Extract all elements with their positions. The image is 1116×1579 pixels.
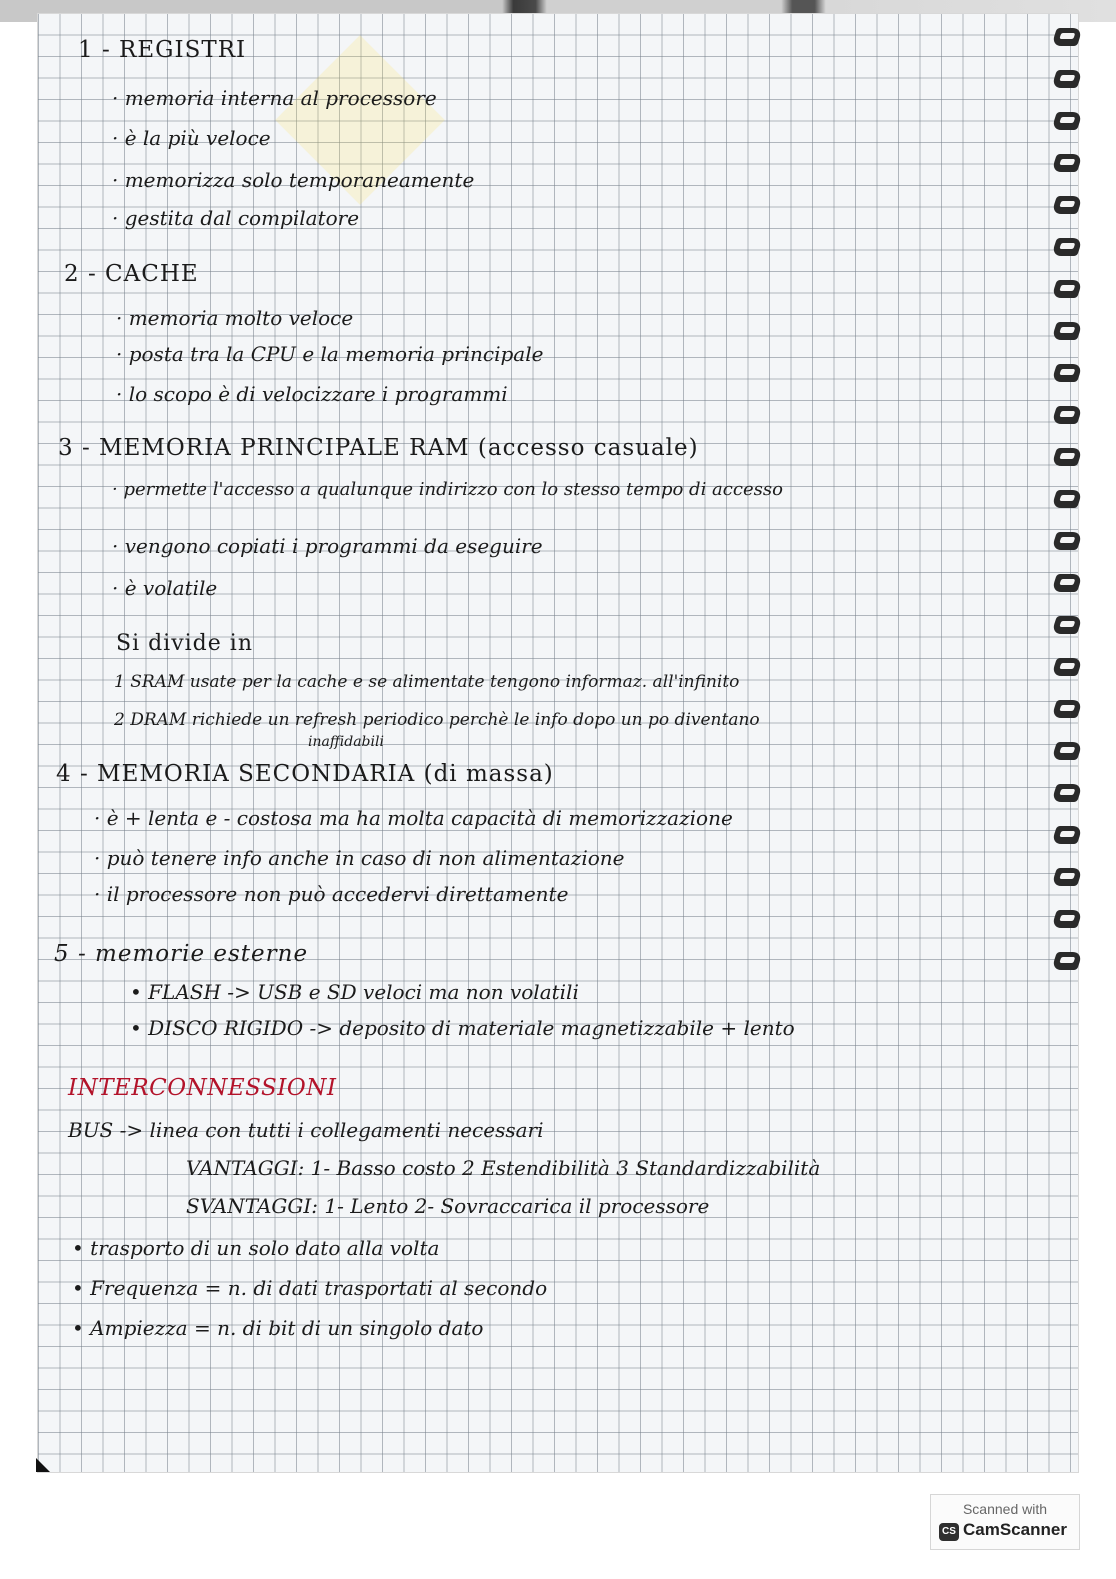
section-title-registri: 1 - REGISTRI bbox=[78, 37, 247, 63]
note-line: · posta tra la CPU e la memoria principale bbox=[116, 342, 544, 366]
note-line-dram-cont: inaffidabili bbox=[308, 734, 384, 750]
note-line-dram: 2 DRAM richiede un refresh periodico perchè le info dopo un po diventano bbox=[114, 710, 760, 730]
note-line: • DISCO RIGIDO -> deposito di materiale magnetizzabile + lento bbox=[130, 1016, 795, 1040]
note-line-vantaggi: VANTAGGI: 1- Basso costo 2 Estendibilità 3 Standardizzabilità bbox=[186, 1156, 821, 1180]
section-title-memorie-esterne: 5 - memorie esterne bbox=[54, 941, 309, 967]
note-line: · vengono copiati i programmi da eseguire bbox=[112, 534, 543, 558]
note-line: · permette l'accesso a qualunque indirizzo con lo stesso tempo di accesso bbox=[112, 479, 783, 500]
note-line: · è + lenta e - costosa ma ha molta capacità di memorizzazione bbox=[94, 806, 733, 830]
spiral-binding bbox=[1054, 20, 1088, 970]
section-title-memoria-secondaria: 4 - MEMORIA SECONDARIA (di massa) bbox=[56, 761, 554, 787]
note-line-svantaggi: SVANTAGGI: 1- Lento 2- Sovraccarica il processore bbox=[186, 1194, 710, 1218]
note-line: · può tenere info anche in caso di non alimentazione bbox=[94, 846, 625, 870]
camscanner-logo-icon: CS bbox=[939, 1523, 959, 1541]
note-line: • FLASH -> USB e SD veloci ma non volatili bbox=[130, 980, 579, 1004]
camscanner-badge bbox=[930, 1494, 1080, 1550]
note-line: · memoria interna al processore bbox=[112, 86, 437, 110]
page-corner bbox=[36, 1458, 50, 1472]
note-line: · memoria molto veloce bbox=[116, 306, 354, 330]
note-line: Si divide in bbox=[116, 631, 253, 656]
note-line: • Frequenza = n. di dati trasportati al secondo bbox=[72, 1276, 548, 1300]
note-line: · il processore non può accedervi direttamente bbox=[94, 882, 569, 906]
section-title-cache: 2 - CACHE bbox=[64, 261, 199, 287]
note-line: · memorizza solo temporaneamente bbox=[112, 168, 475, 192]
note-line: · lo scopo è di velocizzare i programmi bbox=[116, 382, 508, 406]
section-title-ram: 3 - MEMORIA PRINCIPALE RAM (accesso casuale) bbox=[58, 435, 699, 461]
note-line-bus: BUS -> linea con tutti i collegamenti necessari bbox=[68, 1118, 544, 1142]
note-line: • Ampiezza = n. di bit di un singolo dato bbox=[72, 1316, 484, 1340]
note-line: · gestita dal compilatore bbox=[112, 206, 360, 230]
note-line: · è volatile bbox=[112, 576, 218, 600]
badge-text: Scanned with bbox=[962, 1501, 1048, 1517]
note-line: · è la più veloce bbox=[112, 126, 271, 150]
badge-brand: CamScanner bbox=[963, 1520, 1067, 1539]
note-line: • trasporto di un solo dato alla volta bbox=[72, 1236, 440, 1260]
note-line-sram: 1 SRAM usate per la cache e se alimentate tengono informaz. all'infinito bbox=[114, 672, 740, 692]
section-title-interconnessioni: INTERCONNESSIONI bbox=[68, 1075, 337, 1101]
